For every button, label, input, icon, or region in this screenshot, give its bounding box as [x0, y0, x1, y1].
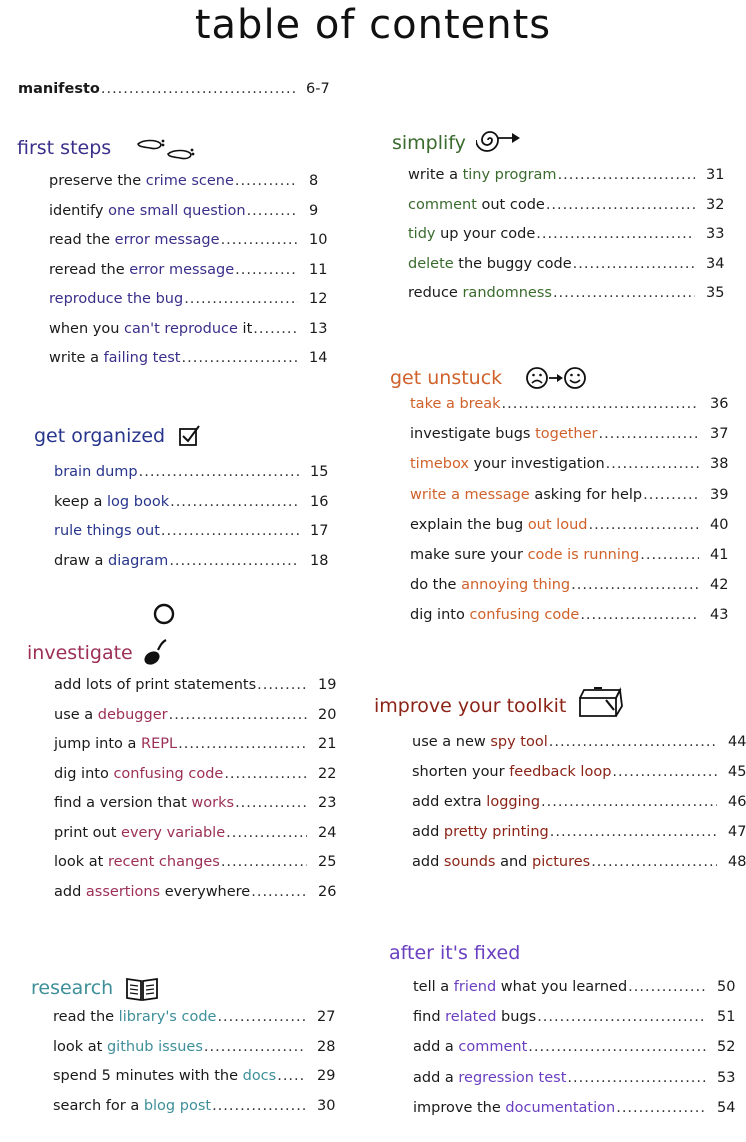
leader-dots	[169, 704, 307, 726]
entry-text: tell a	[413, 979, 454, 995]
toc-entry[interactable]	[53, 1006, 349, 1028]
entry-text: explain the bug	[410, 516, 528, 533]
entry-page: 29	[317, 1068, 336, 1084]
toc-entry[interactable]	[410, 574, 742, 596]
toc-entry[interactable]	[412, 761, 746, 783]
entry-label	[412, 791, 540, 813]
entry-page: 39	[710, 486, 729, 503]
leader-dots	[161, 520, 299, 542]
toc-entry[interactable]	[412, 851, 746, 873]
entry-label	[54, 520, 160, 542]
entry-label	[49, 318, 252, 340]
entry-text: find a version that	[54, 795, 192, 811]
entry-page: 6-7	[306, 81, 330, 97]
entry-page: 16	[310, 493, 329, 510]
toc-entry[interactable]	[54, 792, 350, 814]
checkbox-icon	[178, 424, 202, 448]
toc-entry[interactable]	[412, 731, 746, 753]
leader-dots	[588, 514, 699, 536]
toc-entry[interactable]	[49, 229, 341, 251]
entry-label	[54, 461, 138, 483]
entry-text: read the	[53, 1009, 119, 1025]
entry-page: 20	[318, 706, 337, 723]
toc-entry[interactable]	[410, 544, 742, 566]
toc-entry[interactable]	[413, 1097, 746, 1119]
leader-dots	[247, 200, 298, 222]
entry-highlight: confusing code	[113, 765, 224, 782]
entry-text: spend 5 minutes with the	[53, 1068, 243, 1084]
entry-page: 37	[710, 426, 729, 443]
entry-text: keep a	[54, 493, 108, 510]
toc-entry[interactable]	[410, 453, 742, 475]
toc-entry[interactable]	[49, 288, 341, 310]
entry-highlight: sounds	[443, 854, 496, 871]
section-title[interactable]: first steps	[17, 137, 112, 159]
leader-dots	[178, 733, 307, 755]
toc-entry[interactable]	[49, 170, 341, 192]
leader-dots	[599, 423, 699, 445]
entry-label	[54, 822, 225, 844]
entry-highlight: comment	[458, 1039, 528, 1056]
entry-label	[412, 761, 611, 783]
entry-highlight: github issues	[106, 1038, 203, 1055]
entry-page: 9	[309, 202, 319, 219]
entry-page: 26	[318, 883, 337, 900]
entry-page: 52	[717, 1039, 736, 1056]
leader-dots	[643, 484, 699, 506]
entry-text: up your code	[435, 226, 536, 242]
entry-highlight: debugger	[97, 706, 168, 723]
entry-page: 25	[318, 854, 337, 870]
entry-text: and	[495, 854, 532, 871]
leader-dots	[553, 282, 695, 304]
entry-text: out code	[476, 196, 545, 213]
entry-text: bugs	[496, 1009, 537, 1026]
entry-highlight: diagram	[108, 552, 169, 569]
section-title[interactable]: investigate	[27, 642, 133, 664]
entry-text: investigate bugs	[410, 426, 536, 443]
entry-page: 40	[710, 516, 729, 533]
entry-page: 50	[717, 979, 736, 995]
toc-entry-manifesto[interactable]	[18, 78, 338, 100]
page-title: table of contents	[194, 2, 552, 48]
entry-highlight: pictures	[531, 854, 591, 871]
entry-page: 44	[728, 734, 746, 750]
toc-entry[interactable]	[54, 881, 350, 903]
footprints-icon	[136, 136, 196, 162]
entry-text: identify	[49, 202, 109, 219]
leader-dots	[182, 347, 299, 369]
toc-entry[interactable]	[54, 763, 350, 785]
entry-highlight: blog post	[143, 1097, 212, 1114]
entry-text: your investigation	[468, 456, 605, 473]
entry-highlight: failing test	[103, 350, 181, 366]
entry-highlight: error message	[114, 232, 220, 248]
entry-page: 19	[318, 677, 337, 693]
entry-label	[49, 288, 183, 310]
toc-entry[interactable]	[49, 347, 341, 369]
leader-dots	[537, 1006, 706, 1028]
entry-page: 47	[728, 824, 746, 841]
entry-label	[413, 1036, 527, 1058]
toc-entry[interactable]	[54, 461, 342, 483]
entry-highlight: related	[445, 1009, 497, 1026]
leader-dots	[612, 761, 717, 783]
leader-dots	[567, 1067, 706, 1089]
section-title[interactable]: improve your toolkit	[374, 695, 567, 717]
leader-dots	[277, 1065, 306, 1087]
toc-entry[interactable]	[408, 253, 738, 275]
entry-highlight: logging	[486, 794, 541, 811]
entry-highlight: friend	[453, 979, 497, 995]
leader-dots	[204, 1036, 306, 1058]
entry-label	[413, 1006, 536, 1028]
entry-text: look at	[53, 1038, 107, 1055]
entry-label	[410, 604, 579, 626]
entry-text: everywhere	[160, 883, 251, 900]
entry-label	[408, 164, 557, 186]
entry-page: 34	[706, 255, 725, 272]
leader-dots	[550, 821, 717, 843]
entry-label	[54, 733, 177, 755]
entry-highlight: log book	[107, 493, 170, 510]
spiral-arrow-icon	[476, 126, 522, 154]
leader-dots	[502, 393, 699, 415]
entry-label	[408, 282, 552, 304]
entry-highlight: tiny program	[462, 167, 557, 183]
entry-text: what you learned	[496, 979, 628, 995]
book-icon	[125, 976, 159, 1002]
entry-label	[54, 550, 168, 572]
entry-text: shorten your	[412, 764, 510, 781]
toc-entry[interactable]	[408, 223, 738, 245]
entry-label	[54, 881, 250, 903]
entry-text: add a	[413, 1069, 459, 1086]
toc-entry[interactable]	[408, 194, 738, 216]
toc-entry[interactable]	[54, 733, 350, 755]
entry-label	[412, 731, 548, 753]
entry-page: 51	[717, 1009, 736, 1026]
section-title[interactable]: get organized	[34, 425, 166, 447]
leader-dots	[235, 792, 307, 814]
entry-label	[412, 821, 549, 843]
entry-highlight: docs	[242, 1068, 277, 1084]
entry-highlight: every variable	[121, 824, 226, 841]
entry-label	[410, 423, 598, 445]
entry-page: 12	[309, 291, 328, 307]
entry-text: print out	[54, 824, 122, 841]
entry-label	[410, 514, 587, 536]
leader-dots	[573, 253, 695, 275]
section-title[interactable]: get unstuck	[390, 367, 503, 389]
entry-highlight: regression test	[458, 1069, 567, 1086]
entry-label	[54, 851, 220, 873]
entry-page: 48	[728, 854, 746, 871]
entry-label	[408, 253, 572, 275]
entry-highlight: REPL	[141, 736, 178, 752]
leader-dots	[184, 288, 298, 310]
entry-text: draw a	[54, 552, 109, 569]
entry-page: 46	[728, 794, 746, 811]
leader-dots	[170, 491, 299, 513]
entry-text: dig into	[410, 607, 470, 624]
toc-entry[interactable]	[413, 976, 746, 998]
entry-label	[408, 223, 535, 245]
entry-page: 53	[717, 1069, 736, 1086]
entry-page: 14	[309, 350, 328, 366]
entry-page: 11	[309, 261, 328, 278]
entry-label	[410, 453, 605, 475]
leader-dots	[139, 461, 299, 483]
leader-dots	[224, 763, 307, 785]
entry-label	[54, 792, 234, 814]
entry-label	[49, 170, 234, 192]
sad-to-happy-icon	[525, 364, 587, 392]
entry-text: preserve the	[49, 173, 146, 189]
entry-label	[54, 674, 256, 696]
entry-page: 28	[317, 1038, 336, 1055]
entry-highlight: pretty printing	[443, 824, 549, 841]
magnifier-icon	[142, 602, 182, 668]
leader-dots	[251, 881, 307, 903]
entry-page: 32	[706, 196, 725, 213]
toc-entry[interactable]	[408, 164, 738, 186]
entry-text: asking for help	[529, 486, 643, 503]
entry-highlight: one small question	[108, 202, 246, 219]
entry-label	[53, 1095, 211, 1117]
entry-label	[410, 484, 642, 506]
leader-dots	[169, 550, 299, 572]
entry-page: 33	[706, 226, 725, 242]
leader-dots	[546, 194, 695, 216]
entry-text: use a new	[412, 734, 491, 750]
entry-text: find	[413, 1009, 446, 1026]
leader-dots	[606, 453, 699, 475]
section-title[interactable]: simplify	[392, 132, 466, 154]
entry-page: 41	[710, 547, 729, 563]
entry-text: make sure your	[410, 547, 528, 563]
leader-dots	[549, 731, 717, 753]
leader-dots	[528, 1036, 706, 1058]
toc-entry[interactable]	[410, 393, 742, 415]
entry-highlight: take a break	[410, 396, 501, 412]
entry-page: 18	[310, 552, 329, 569]
toc-entry[interactable]	[54, 491, 342, 513]
entry-text: when you	[49, 320, 125, 337]
leader-dots	[253, 318, 298, 340]
section-title[interactable]: research	[31, 977, 114, 999]
toc-entry[interactable]	[53, 1095, 349, 1117]
toc-entry[interactable]	[53, 1036, 349, 1058]
entry-page: 15	[310, 464, 329, 480]
leader-dots	[571, 574, 699, 596]
leader-dots	[221, 229, 298, 251]
toc-entry[interactable]	[49, 318, 341, 340]
entry-text: use a	[54, 706, 98, 723]
entry-page: 23	[318, 795, 337, 811]
toc-entry[interactable]	[410, 484, 742, 506]
leader-dots	[221, 851, 307, 873]
entry-label	[53, 1006, 216, 1028]
entry-page: 27	[317, 1009, 336, 1025]
entry-page: 54	[717, 1099, 736, 1116]
entry-label	[53, 1065, 276, 1087]
leader-dots	[591, 851, 717, 873]
entry-highlight: feedback loop	[509, 764, 612, 781]
entry-page: 36	[710, 396, 729, 412]
entry-text: look at	[54, 854, 108, 870]
toc-entry[interactable]	[49, 200, 341, 222]
toc-entry[interactable]	[54, 822, 350, 844]
entry-label	[49, 229, 220, 251]
entry-page: 21	[318, 736, 337, 752]
toc-entry[interactable]	[53, 1065, 349, 1087]
toc-entry[interactable]	[413, 1006, 746, 1028]
entry-text: do the	[410, 577, 462, 594]
entry-page: 30	[317, 1097, 336, 1114]
entry-page: 22	[318, 765, 337, 782]
entry-highlight: timebox	[410, 456, 469, 473]
entry-text: search for a	[53, 1097, 144, 1114]
entry-label	[54, 763, 223, 785]
toc-entry[interactable]	[412, 821, 746, 843]
entry-label	[49, 347, 181, 369]
toolbox-icon	[576, 686, 624, 720]
entry-text: add	[412, 854, 444, 871]
entry-text: reduce	[408, 285, 463, 301]
entry-highlight: code is running	[527, 547, 640, 563]
entry-highlight: write a message	[410, 486, 530, 503]
entry-page: 10	[309, 232, 328, 248]
leader-dots	[235, 170, 298, 192]
toc-entry[interactable]	[54, 851, 350, 873]
entry-highlight: tidy	[408, 226, 436, 242]
leader-dots	[536, 223, 695, 245]
leader-dots	[580, 604, 699, 626]
entry-highlight: confusing code	[469, 607, 580, 624]
entry-highlight: error message	[129, 261, 235, 278]
entry-text: read the	[49, 232, 115, 248]
toc-entry[interactable]	[408, 282, 738, 304]
entry-text: improve the	[413, 1099, 506, 1116]
entry-label	[410, 393, 501, 415]
entry-page: 43	[710, 607, 729, 624]
entry-label	[412, 851, 590, 873]
entry-label	[413, 1097, 615, 1119]
toc-entry[interactable]	[54, 520, 342, 542]
toc-entry[interactable]	[410, 514, 742, 536]
section-title[interactable]: after it's fixed	[389, 942, 521, 964]
toc-entry[interactable]	[412, 791, 746, 813]
entry-label	[49, 259, 234, 281]
entry-text: add a	[413, 1039, 459, 1056]
leader-dots	[235, 259, 298, 281]
entry-label	[53, 1036, 203, 1058]
entry-text: write a	[49, 350, 104, 366]
entry-highlight: spy tool	[490, 734, 548, 750]
entry-page: 13	[309, 320, 328, 337]
toc-entry[interactable]	[413, 1067, 746, 1089]
leader-dots	[616, 1097, 706, 1119]
leader-dots	[628, 976, 706, 998]
entry-label	[413, 1067, 566, 1089]
entry-highlight: recent changes	[107, 854, 220, 870]
entry-label	[49, 200, 246, 222]
leader-dots	[212, 1095, 306, 1117]
leader-dots	[640, 544, 699, 566]
entry-page: 42	[710, 577, 729, 594]
toc-entry[interactable]	[49, 259, 341, 281]
entry-page: 17	[310, 523, 329, 539]
toc-entry[interactable]	[54, 704, 350, 726]
leader-dots	[558, 164, 695, 186]
entry-highlight: crime scene	[145, 173, 234, 189]
entry-page: 38	[710, 456, 729, 473]
entry-label	[54, 704, 168, 726]
entry-page: 24	[318, 824, 337, 841]
entry-highlight: out loud	[527, 516, 588, 533]
entry-text: add extra	[412, 794, 487, 811]
toc-entry[interactable]	[410, 423, 742, 445]
entry-text: jump into a	[54, 736, 142, 752]
entry-highlight: delete	[408, 255, 454, 272]
entry-text: the buggy code	[453, 255, 572, 272]
entry-label: manifesto	[18, 81, 100, 97]
entry-highlight: works	[191, 795, 235, 811]
toc-entry[interactable]	[410, 604, 742, 626]
leader-dots	[541, 791, 717, 813]
entry-page: 45	[728, 764, 746, 781]
entry-text: add	[412, 824, 444, 841]
leader-dots	[101, 78, 295, 100]
entry-highlight: randomness	[462, 285, 552, 301]
entry-page: 35	[706, 285, 725, 301]
entry-highlight: brain dump	[54, 464, 138, 480]
toc-entry[interactable]	[54, 550, 342, 572]
entry-highlight: comment	[408, 196, 477, 213]
entry-highlight: rule things out	[54, 523, 160, 539]
entry-highlight: library's code	[118, 1009, 217, 1025]
leader-dots	[217, 1006, 306, 1028]
entry-highlight: reproduce the bug	[49, 291, 184, 307]
entry-text: reread the	[49, 261, 130, 278]
entry-page: 8	[309, 173, 319, 189]
entry-label	[408, 194, 545, 216]
toc-entry[interactable]	[413, 1036, 746, 1058]
leader-dots	[226, 822, 307, 844]
toc-entry[interactable]	[54, 674, 350, 696]
entry-text: dig into	[54, 765, 114, 782]
entry-highlight: can't reproduce	[124, 320, 238, 337]
entry-highlight: assertions	[85, 883, 161, 900]
entry-label	[413, 976, 627, 998]
entry-text: add	[54, 883, 86, 900]
entry-label	[410, 574, 570, 596]
entry-highlight: together	[535, 426, 598, 443]
entry-text: add lots of print statements	[54, 677, 257, 693]
entry-page: 31	[706, 167, 725, 183]
entry-highlight: annoying thing	[461, 577, 571, 594]
entry-text: write a	[408, 167, 463, 183]
leader-dots	[257, 674, 307, 696]
entry-label	[54, 491, 169, 513]
entry-label	[410, 544, 639, 566]
entry-text: it	[237, 320, 253, 337]
entry-highlight: documentation	[505, 1099, 616, 1116]
